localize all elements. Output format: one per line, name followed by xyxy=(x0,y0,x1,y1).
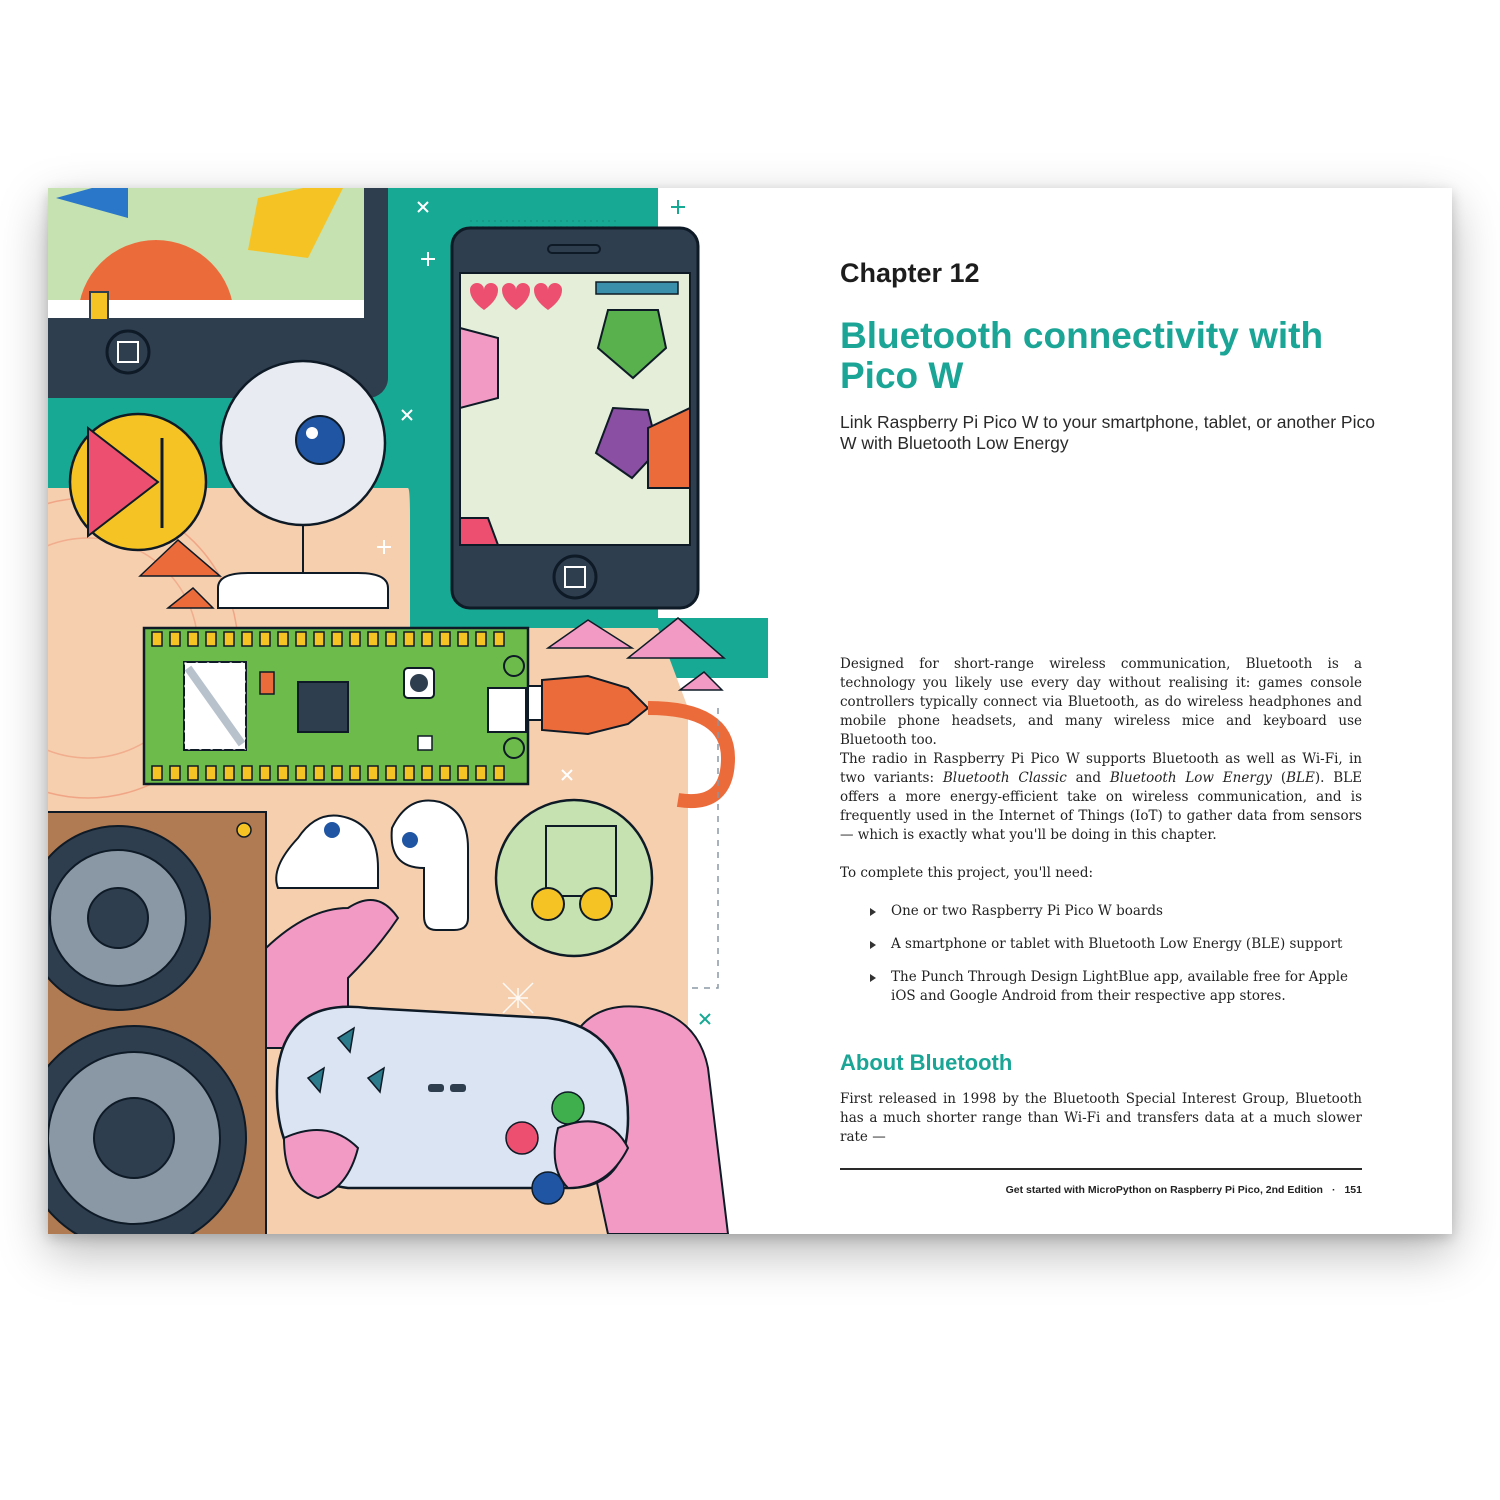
section-heading: About Bluetooth xyxy=(840,1050,1013,1075)
radio-term-classic: Bluetooth Classic xyxy=(942,770,1067,786)
book-spread xyxy=(48,188,1452,1234)
requirement-text: One or two Raspberry Pi Pico W boards xyxy=(891,903,1163,919)
radio-text-part: and xyxy=(1066,770,1110,786)
chapter-text-page xyxy=(768,188,1452,1234)
list-item xyxy=(840,902,1362,921)
bullet-arrow-icon xyxy=(870,974,876,982)
radio-text-part: The radio in Raspberry Pi Pico W supports Bluetooth as well as Wi-Fi, in two variants: xyxy=(840,751,1362,786)
gamepad-icon xyxy=(277,1007,628,1204)
music-note-icon xyxy=(496,800,652,956)
requirements-list xyxy=(840,902,1362,1020)
radio-term-ble-abbr: BLE xyxy=(1286,770,1315,786)
bullet-arrow-icon xyxy=(870,908,876,916)
tablet-icon xyxy=(48,188,388,398)
pico-w-board-icon xyxy=(144,628,528,784)
list-item xyxy=(840,968,1362,1006)
radio-text-part: ). BLE offers a more energy-efficient take on wireless communication, and is frequently used in the Internet of Things (IoT) to gather data from sensors — which is exactly what you'll be doing in this chapter. xyxy=(840,770,1362,843)
footer-separator: · xyxy=(1331,1184,1336,1196)
play-icon xyxy=(70,414,206,550)
footer-rule xyxy=(840,1168,1362,1170)
about-paragraph: First released in 1998 by the Bluetooth Special Interest Group, Bluetooth has a much shorter range than Wi-Fi and transfers data at a much slower rate — xyxy=(840,1091,1362,1145)
requirement-text: The Punch Through Design LightBlue app, available free for Apple iOS and Google Android from their respective app stores. xyxy=(891,969,1349,1004)
page-number: 151 xyxy=(1344,1184,1362,1196)
needs-intro: To complete this project, you'll need: xyxy=(840,865,1094,881)
page-footer xyxy=(840,1184,1362,1196)
radio-term-ble: Bluetooth Low Energy xyxy=(1109,770,1273,786)
radio-text-part: ( xyxy=(1272,770,1287,786)
radio-paragraph xyxy=(840,750,1362,845)
bullet-arrow-icon xyxy=(870,941,876,949)
list-item xyxy=(840,935,1362,954)
intro-paragraph: Designed for short-range wireless communication, Bluetooth is a technology you likely use every day without realising it: games console controllers typically connect via Bluetooth, as do wireless headphones and mobile phone headsets, and many wireless mice and keyboard use Bluetooth too. xyxy=(840,656,1362,748)
footer-book-title: Get started with MicroPython on Raspberry Pi Pico, 2nd Edition xyxy=(1005,1184,1323,1196)
chapter-title: Bluetooth connectivity with Pico W xyxy=(840,315,1324,396)
speaker-icon xyxy=(48,812,266,1234)
chapter-illustration xyxy=(48,188,768,1234)
requirement-text: A smartphone or tablet with Bluetooth Low Energy (BLE) support xyxy=(891,936,1343,952)
chapter-subtitle: Link Raspberry Pi Pico W to your smartphone, tablet, or another Pico W with Bluetooth Low Energy xyxy=(840,412,1375,453)
chapter-label: Chapter 12 xyxy=(840,258,980,288)
smartphone-icon xyxy=(452,228,698,608)
